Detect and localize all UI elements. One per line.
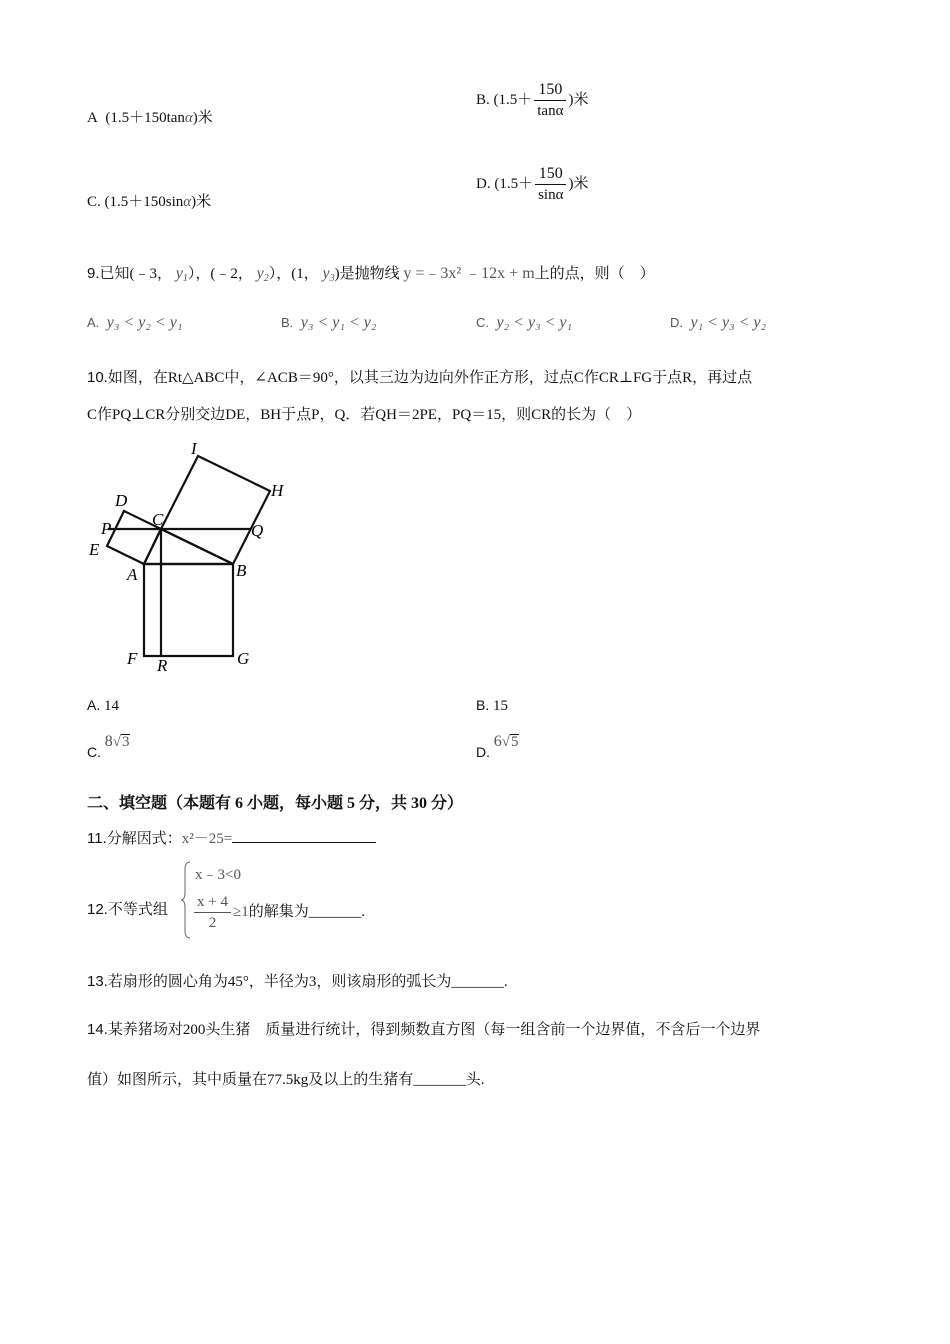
fraction-denominator: sinα xyxy=(538,187,564,203)
label-e: E xyxy=(89,540,100,559)
q9-option-a-letter: A. xyxy=(87,315,100,330)
q10-line1-text: 如图，在Rt△ABC中，∠ACB＝90°，以其三边为边向外作正方形，过点C作CR⊥FG于点R，再过点 xyxy=(107,370,753,386)
q10-figure xyxy=(85,438,295,676)
q10-option-c-coef: 8 xyxy=(104,733,113,750)
q9-stem-a: 已知(﹣3， xyxy=(99,266,173,282)
y2-symbol: $y_2$ xyxy=(256,265,269,284)
section-2-title: 二、填空题（本题有 6 小题，每小题 5 分，共 30 分） xyxy=(87,795,464,812)
q12-fraction xyxy=(194,892,231,933)
q13 xyxy=(87,970,508,991)
q8-option-a xyxy=(87,106,213,127)
q9-option-c-letter: C. xyxy=(476,315,489,330)
q14-line2: 值）如图所示，其中质量在77.5kg及以上的生猪有_______头. xyxy=(87,1072,485,1088)
q8-option-d xyxy=(476,164,588,205)
q10-line2: C作PQ⊥CR分别交边DE，BH于点P，Q．若QH＝2PE，PQ＝15，则CR的长为（ ） xyxy=(87,407,642,423)
q14-number: 14. xyxy=(87,1021,108,1038)
q10-option-a-value: 14 xyxy=(103,698,119,714)
q8-option-c-text: (1.5＋150sin xyxy=(104,194,184,210)
q9-number: 9. xyxy=(87,265,100,282)
q10-option-a xyxy=(87,697,119,715)
q12-inequality-1: x﹣3<0 xyxy=(195,867,241,883)
q10-option-d-letter: D. xyxy=(476,744,490,760)
label-i: I xyxy=(191,439,197,458)
label-a: A xyxy=(127,565,138,584)
parabola-equation: y =﹣3x² ﹣12x + m xyxy=(403,265,535,282)
q10-option-d-radicand: 5 xyxy=(510,734,519,750)
label-r: R xyxy=(157,656,168,675)
q10-option-d-coef: 6 xyxy=(493,733,502,750)
q10-option-a-letter: A. xyxy=(87,697,101,713)
q11-expr: x²－25= xyxy=(181,831,233,847)
q8-option-d-fraction xyxy=(535,164,566,205)
q9-stem xyxy=(87,260,655,284)
q9-option-b xyxy=(281,314,376,332)
q12-tail: 的解集为_______. xyxy=(248,903,365,920)
q8-option-a-text: (1.5＋150tan xyxy=(105,110,185,126)
q9-p3: ），(1， xyxy=(268,266,319,282)
q12-text: 不等式组 xyxy=(107,902,168,918)
q10-option-b xyxy=(476,697,508,715)
q9-option-a-expr: y₃ < y₂ < y₁ xyxy=(106,314,183,331)
q9-p2: ），(﹣2， xyxy=(187,266,253,282)
q10-option-c xyxy=(87,733,130,760)
square-cbhi xyxy=(161,456,270,564)
q11-text: 分解因式： xyxy=(106,831,182,847)
q9-stem-b: )是抛物线 xyxy=(334,266,400,282)
fraction-denominator: tanα xyxy=(537,103,564,119)
label-h: H xyxy=(271,481,284,500)
q12-label xyxy=(87,898,168,919)
q9-option-d-letter: D. xyxy=(670,315,683,330)
square-abgf xyxy=(144,564,233,656)
y3-symbol: $y_3$ xyxy=(322,265,335,284)
q10-option-b-value: 15 xyxy=(492,698,508,714)
fraction-numerator: 150 xyxy=(534,80,566,101)
q13-number: 13. xyxy=(87,973,108,990)
label-q: Q xyxy=(251,521,264,540)
q8-option-b-letter: B. xyxy=(476,91,490,108)
q11-answer-blank xyxy=(232,828,376,843)
fraction-denominator: 2 xyxy=(208,915,217,931)
q12-ge: ≥1 xyxy=(232,903,249,920)
label-c: C xyxy=(152,510,164,529)
q13-text: 若扇形的圆心角为45°，半径为3，则该扇形的弧长为_______. xyxy=(107,974,508,990)
q8-option-b-unit: )米 xyxy=(568,91,589,108)
y1-symbol: $y_1$ xyxy=(175,265,188,284)
q12-inequality-2 xyxy=(192,892,365,933)
q10-option-c-letter: C. xyxy=(87,744,101,760)
q9-stem-c: 上的点，则（ ） xyxy=(534,266,655,282)
q8-option-b-prefix: (1.5＋ xyxy=(493,91,533,108)
q9-option-a xyxy=(87,314,182,332)
q14-line1 xyxy=(87,1018,760,1039)
q8-option-c-letter: C. xyxy=(87,194,101,210)
q10-option-b-letter: B. xyxy=(476,697,490,713)
radical-icon: √ xyxy=(112,734,121,750)
q9-option-b-letter: B. xyxy=(281,315,294,330)
q9-option-d-expr: y₁ < y₃ < y₂ xyxy=(690,314,767,331)
q9-option-b-expr: y₃ < y₁ < y₂ xyxy=(300,314,377,331)
q8-option-a-unit: )米 xyxy=(192,110,213,126)
q10-line1 xyxy=(87,366,752,387)
alpha-symbol: α xyxy=(184,110,193,126)
fraction-numerator: x + 4 xyxy=(194,892,231,913)
label-g: G xyxy=(237,649,250,668)
q11-number: 11. xyxy=(87,830,107,847)
q9-option-c-expr: y₂ < y₃ < y₁ xyxy=(496,314,573,331)
label-b: B xyxy=(236,561,247,580)
label-d: D xyxy=(115,491,128,510)
q8-option-b-fraction xyxy=(534,80,566,121)
q11 xyxy=(87,827,376,848)
q10-option-d xyxy=(476,733,519,760)
fraction-numerator: 150 xyxy=(535,164,566,185)
q14-line1-text: 某养猪场对200头生猪 质量进行统计，得到频数直方图（每一组含前一个边界值，不含后一个边界 xyxy=(107,1022,761,1038)
alpha-symbol: α xyxy=(183,194,192,210)
q8-option-d-letter: D. xyxy=(476,175,491,192)
label-p: P xyxy=(101,519,112,538)
label-f: F xyxy=(127,649,138,668)
q8-option-d-unit: )米 xyxy=(568,175,589,192)
q9-option-d xyxy=(670,314,766,332)
q8-option-c-unit: )米 xyxy=(191,194,212,210)
q8-option-a-letter: A xyxy=(87,110,98,126)
radical-icon: √ xyxy=(501,734,510,750)
q9-option-c xyxy=(476,314,572,332)
q10-option-c-radicand: 3 xyxy=(121,734,130,750)
q8-option-b xyxy=(476,80,588,121)
q8-option-c xyxy=(87,190,211,211)
q12-number: 12. xyxy=(87,901,108,918)
q8-option-d-prefix: (1.5＋ xyxy=(494,175,534,192)
q10-number: 10. xyxy=(87,369,108,386)
